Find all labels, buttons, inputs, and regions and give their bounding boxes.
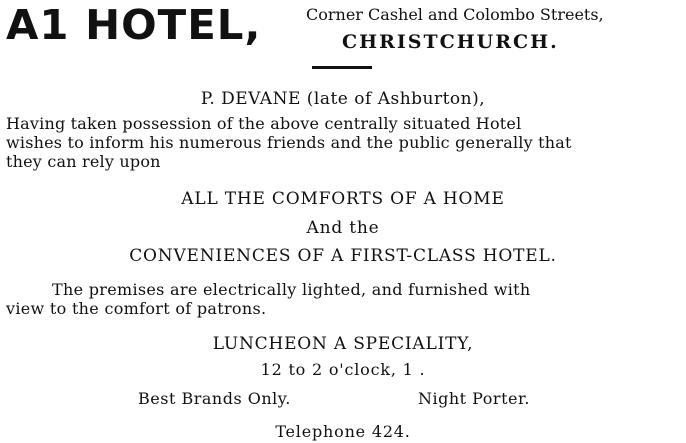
intro-line: Having taken possession of the above centrally situated Hotel — [6, 114, 522, 133]
premises-paragraph — [6, 280, 682, 318]
divider-rule — [312, 66, 372, 69]
night-porter-text: Night Porter. — [418, 389, 530, 408]
intro-line: wishes to inform his numerous friends and the public generally that — [6, 133, 572, 152]
address-line: Corner Cashel and Colombo Streets, — [306, 5, 604, 24]
slogan-comforts: ALL THE COMFORTS OF A HOME — [181, 189, 505, 209]
premises-line: The premises are electrically lighted, and furnished with — [52, 280, 531, 299]
premises-line: view to the comfort of patrons. — [6, 299, 267, 318]
intro-line: they can rely upon — [6, 152, 161, 171]
proprietor-line: P. DEVANE (late of Ashburton), — [200, 89, 486, 109]
intro-paragraph — [6, 114, 682, 171]
hotel-name: A1 HOTEL, — [6, 1, 262, 49]
best-brands-text: Best Brands Only. — [138, 389, 291, 408]
slogan-conveniences: CONVENIENCES OF A FIRST-CLASS HOTEL. — [129, 246, 557, 266]
telephone-number: Telephone 424. — [275, 422, 411, 441]
city-name: CHRISTCHURCH. — [342, 31, 559, 53]
luncheon-heading: LUNCHEON A SPECIALITY, — [212, 334, 474, 354]
slogan-and-the: And the — [306, 218, 380, 238]
luncheon-hours: 12 to 2 o'clock, 1 . — [260, 360, 426, 379]
